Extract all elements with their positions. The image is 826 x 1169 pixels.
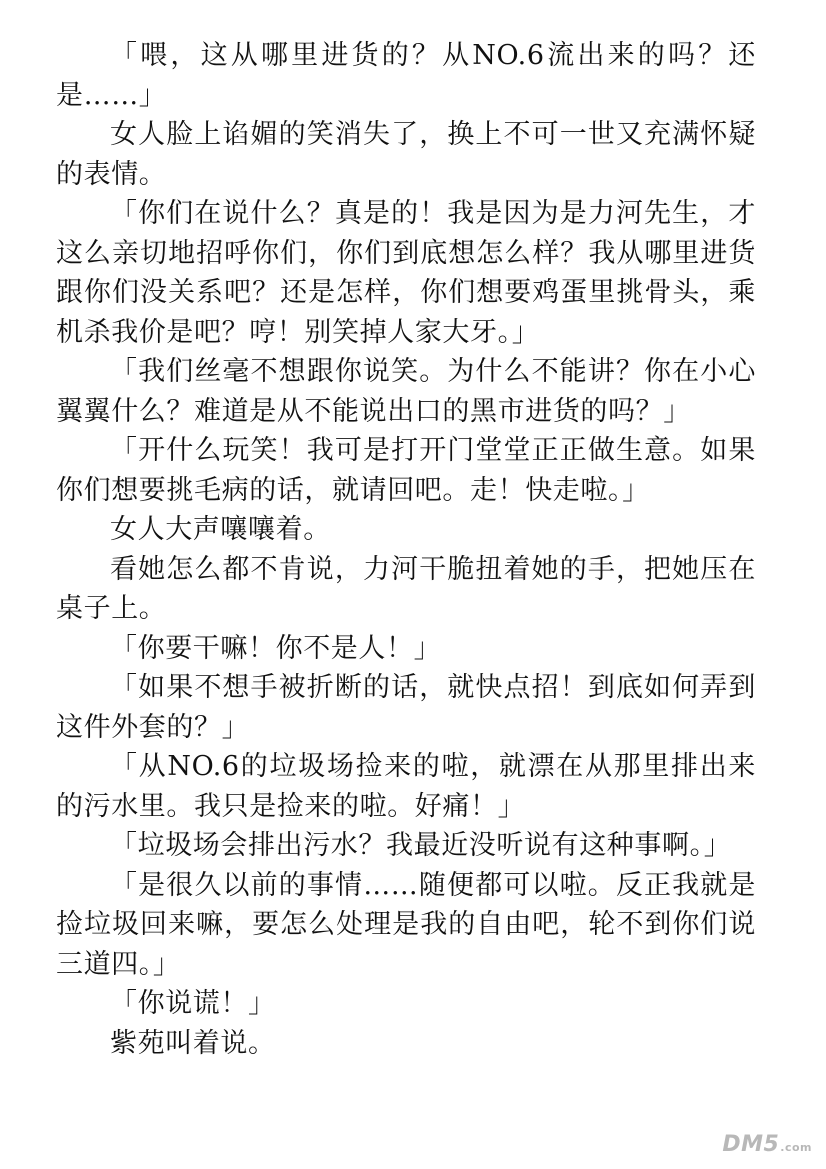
paragraph-6: 女人大声嚷嚷着。 <box>110 514 331 545</box>
paragraph-5: 「开什么玩笑！我可是打开门堂堂正正做生意。如果你们想要挑毛病的话，就请回吧。走！快走啦。」 <box>56 435 756 506</box>
paragraph-9: 「如果不想手被折断的话，就快点招！到底如何弄到这件外套的？」 <box>56 672 756 743</box>
paragraph-4: 「我们丝毫不想跟你说笑。为什么不能讲？你在小心翼翼什么？难道是从不能说出口的黑市进货的吗？」 <box>56 356 756 427</box>
paragraph-13: 「你说谎！」 <box>110 988 276 1019</box>
paragraph-7: 看她怎么都不肯说，力河干脆扭着她的手，把她压在桌子上。 <box>56 553 756 624</box>
watermark-logo-text: DM5 <box>722 1132 780 1157</box>
paragraph-3: 「你们在说什么？真是的！我是因为是力河先生，才这么亲切地招呼你们，你们到底想怎么样？我从哪里进货跟你们没关系吧？还是怎样，你们想要鸡蛋里挑骨头，乘机杀我价是吧？哼！别笑掉人家大牙。」 <box>56 198 756 348</box>
paragraph-2: 女人脸上谄媚的笑消失了，换上不可一世又充满怀疑的表情。 <box>56 119 756 190</box>
paragraph-14: 紫苑叫着说。 <box>110 1027 276 1059</box>
paragraph-12: 「是很久以前的事情……随便都可以啦。反正我就是捡垃圾回来嘛，要怎么处理是我的自由吧，轮不到你们说三道四。」 <box>56 869 756 980</box>
paragraph-1: 「喂，这从哪里进货的？从NO.6流出来的吗？还是……」 <box>56 40 756 111</box>
text-body <box>56 36 756 1063</box>
watermark-domain-suffix: .com <box>780 1141 812 1154</box>
dm5-watermark <box>722 1132 812 1157</box>
paragraph-8: 「你要干嘛！你不是人！」 <box>110 632 442 664</box>
paragraph-10: 「从NO.6的垃圾场捡来的啦，就漂在从那里排出来的污水里。我只是捡来的啦。好痛！」 <box>56 751 756 822</box>
paragraph-11: 「垃圾场会排出污水？我最近没听说有这种事啊。」 <box>110 830 732 861</box>
